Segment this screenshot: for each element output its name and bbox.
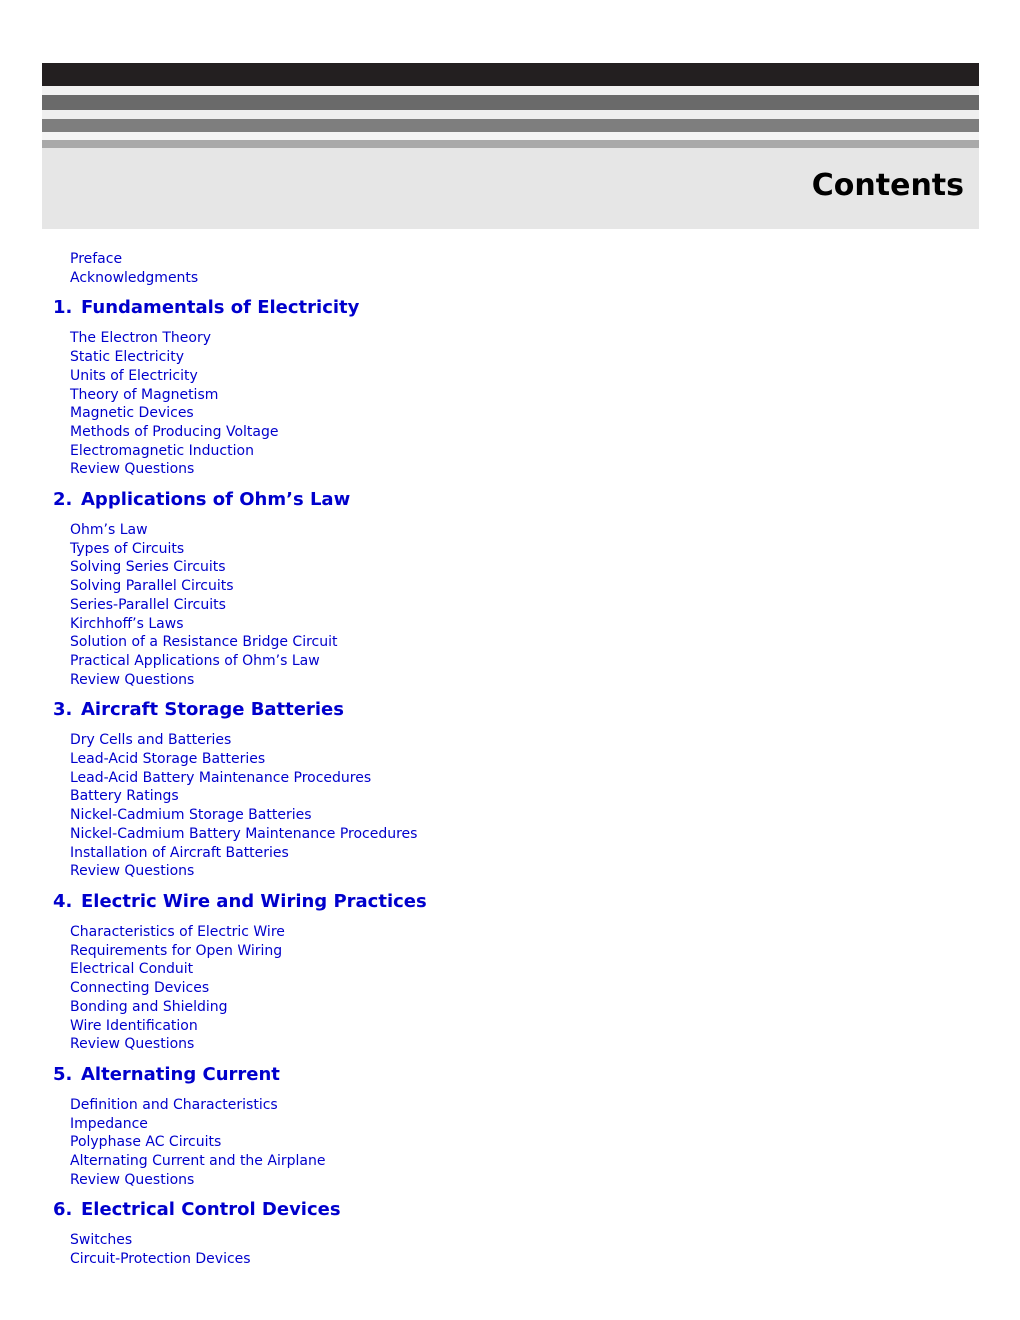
chapter-number: 3.: [53, 699, 73, 721]
chapter-title-text: Electrical Control Devices: [81, 1199, 341, 1221]
toc-link-connecting-devices[interactable]: Connecting Devices: [70, 980, 210, 997]
toc-link-battery-ratings[interactable]: Battery Ratings: [70, 788, 179, 805]
chapter-heading-link[interactable]: [53, 890, 1020, 913]
front-matter-list: [0, 250, 1020, 287]
chapter-5: [0, 1063, 1020, 1190]
toc-link-electrical-conduit[interactable]: Electrical Conduit: [70, 961, 194, 978]
section-list: [0, 521, 1020, 689]
toc-link-types-of-circuits[interactable]: Types of Circuits: [70, 540, 185, 557]
chapter-1: [0, 296, 1020, 479]
header-stripe-light: [42, 86, 979, 95]
toc-link-methods-of-producing-voltage[interactable]: Methods of Producing Voltage: [70, 423, 279, 440]
chapter-heading-link[interactable]: [53, 488, 1020, 511]
contents-header: [42, 63, 979, 229]
chapter-number: 1.: [53, 297, 73, 319]
section-list: [0, 1096, 1020, 1190]
chapter-6: [0, 1198, 1020, 1268]
toc-link-review-questions[interactable]: Review Questions: [70, 1171, 195, 1188]
chapter-number: 5.: [53, 1063, 73, 1085]
toc-link-review-questions[interactable]: Review Questions: [70, 863, 195, 880]
section-list: [0, 1231, 1020, 1268]
toc-link-acknowledgments[interactable]: Acknowledgments: [70, 269, 199, 286]
toc-link-installation-of-aircraft-batteries[interactable]: Installation of Aircraft Batteries: [70, 844, 289, 861]
chapter-2: [0, 488, 1020, 689]
toc-link-series-parallel-circuits[interactable]: Series-Parallel Circuits: [70, 596, 226, 613]
toc-link-theory-of-magnetism[interactable]: Theory of Magnetism: [70, 386, 219, 403]
chapter-number: 2.: [53, 489, 73, 511]
section-list: [0, 731, 1020, 881]
header-stripe-gray: [42, 119, 979, 132]
toc-link-solution-of-a-resistance-bridge-circuit[interactable]: Solution of a Resistance Bridge Circuit: [70, 634, 338, 651]
toc-link-nickel-cadmium-battery-maintenance-procedures[interactable]: Nickel-Cadmium Battery Maintenance Procedures: [70, 825, 418, 842]
toc-link-solving-parallel-circuits[interactable]: Solving Parallel Circuits: [70, 578, 234, 595]
chapter-4: [0, 890, 1020, 1054]
chapter-heading-link[interactable]: [53, 296, 1020, 319]
chapter-heading-link[interactable]: [53, 1063, 1020, 1086]
chapter-heading-link[interactable]: [53, 1198, 1020, 1221]
toc-link-static-electricity[interactable]: Static Electricity: [70, 349, 185, 366]
chapter-title-text: Alternating Current: [81, 1063, 280, 1085]
section-list: [0, 923, 1020, 1054]
toc-link-ohms-law[interactable]: Ohm’s Law: [70, 522, 148, 539]
header-stripe-light: [42, 110, 979, 119]
toc-link-electromagnetic-induction[interactable]: Electromagnetic Induction: [70, 442, 254, 459]
table-of-contents: [0, 250, 1020, 1269]
chapter-title-text: Fundamentals of Electricity: [81, 297, 360, 319]
chapter-title-text: Electric Wire and Wiring Practices: [81, 890, 427, 912]
toc-link-impedance[interactable]: Impedance: [70, 1115, 148, 1132]
chapter-number: 4.: [53, 890, 73, 912]
chapter-number: 6.: [53, 1199, 73, 1221]
toc-link-polyphase-ac-circuits[interactable]: Polyphase AC Circuits: [70, 1134, 222, 1151]
toc-link-requirements-for-open-wiring[interactable]: Requirements for Open Wiring: [70, 942, 283, 959]
chapter-heading-link[interactable]: [53, 698, 1020, 721]
header-stripe-light: [42, 132, 979, 140]
page-title: Contents: [811, 168, 964, 203]
toc-link-review-questions[interactable]: Review Questions: [70, 671, 195, 688]
section-list: [0, 329, 1020, 479]
toc-link-lead-acid-storage-batteries[interactable]: Lead-Acid Storage Batteries: [70, 751, 266, 768]
toc-link-circuit-protection-devices[interactable]: Circuit-Protection Devices: [70, 1251, 251, 1268]
chapter-list: [0, 296, 1020, 1268]
toc-link-dry-cells-and-batteries[interactable]: Dry Cells and Batteries: [70, 732, 232, 749]
toc-link-alternating-current-and-the-airplane[interactable]: Alternating Current and the Airplane: [70, 1153, 326, 1170]
toc-link-units-of-electricity[interactable]: Units of Electricity: [70, 367, 198, 384]
toc-link-nickel-cadmium-storage-batteries[interactable]: Nickel-Cadmium Storage Batteries: [70, 807, 312, 824]
toc-link-characteristics-of-electric-wire[interactable]: Characteristics of Electric Wire: [70, 923, 285, 940]
toc-link-bonding-and-shielding[interactable]: Bonding and Shielding: [70, 998, 228, 1015]
header-stripe-dark: [42, 63, 979, 86]
toc-link-solving-series-circuits[interactable]: Solving Series Circuits: [70, 559, 226, 576]
toc-link-magnetic-devices[interactable]: Magnetic Devices: [70, 405, 194, 422]
toc-link-review-questions[interactable]: Review Questions: [70, 461, 195, 478]
toc-link-wire-identification[interactable]: Wire Identification: [70, 1017, 198, 1034]
header-stripe-silver: [42, 140, 979, 148]
toc-link-preface[interactable]: Preface: [70, 251, 123, 267]
chapter-title-text: Applications of Ohm’s Law: [81, 489, 351, 511]
toc-link-kirchhoffs-laws[interactable]: Kirchhoff’s Laws: [70, 615, 184, 632]
toc-link-lead-acid-battery-maintenance-procedures[interactable]: Lead-Acid Battery Maintenance Procedures: [70, 769, 372, 786]
chapter-title-text: Aircraft Storage Batteries: [81, 699, 344, 721]
toc-link-the-electron-theory[interactable]: The Electron Theory: [70, 330, 212, 347]
toc-link-switches[interactable]: Switches: [70, 1232, 133, 1249]
header-stripe-gray: [42, 95, 979, 110]
toc-link-review-questions[interactable]: Review Questions: [70, 1036, 195, 1053]
toc-link-practical-applications-of-ohms-law[interactable]: Practical Applications of Ohm’s Law: [70, 652, 320, 669]
chapter-3: [0, 698, 1020, 881]
toc-link-definition-and-characteristics[interactable]: Definition and Characteristics: [70, 1096, 278, 1113]
